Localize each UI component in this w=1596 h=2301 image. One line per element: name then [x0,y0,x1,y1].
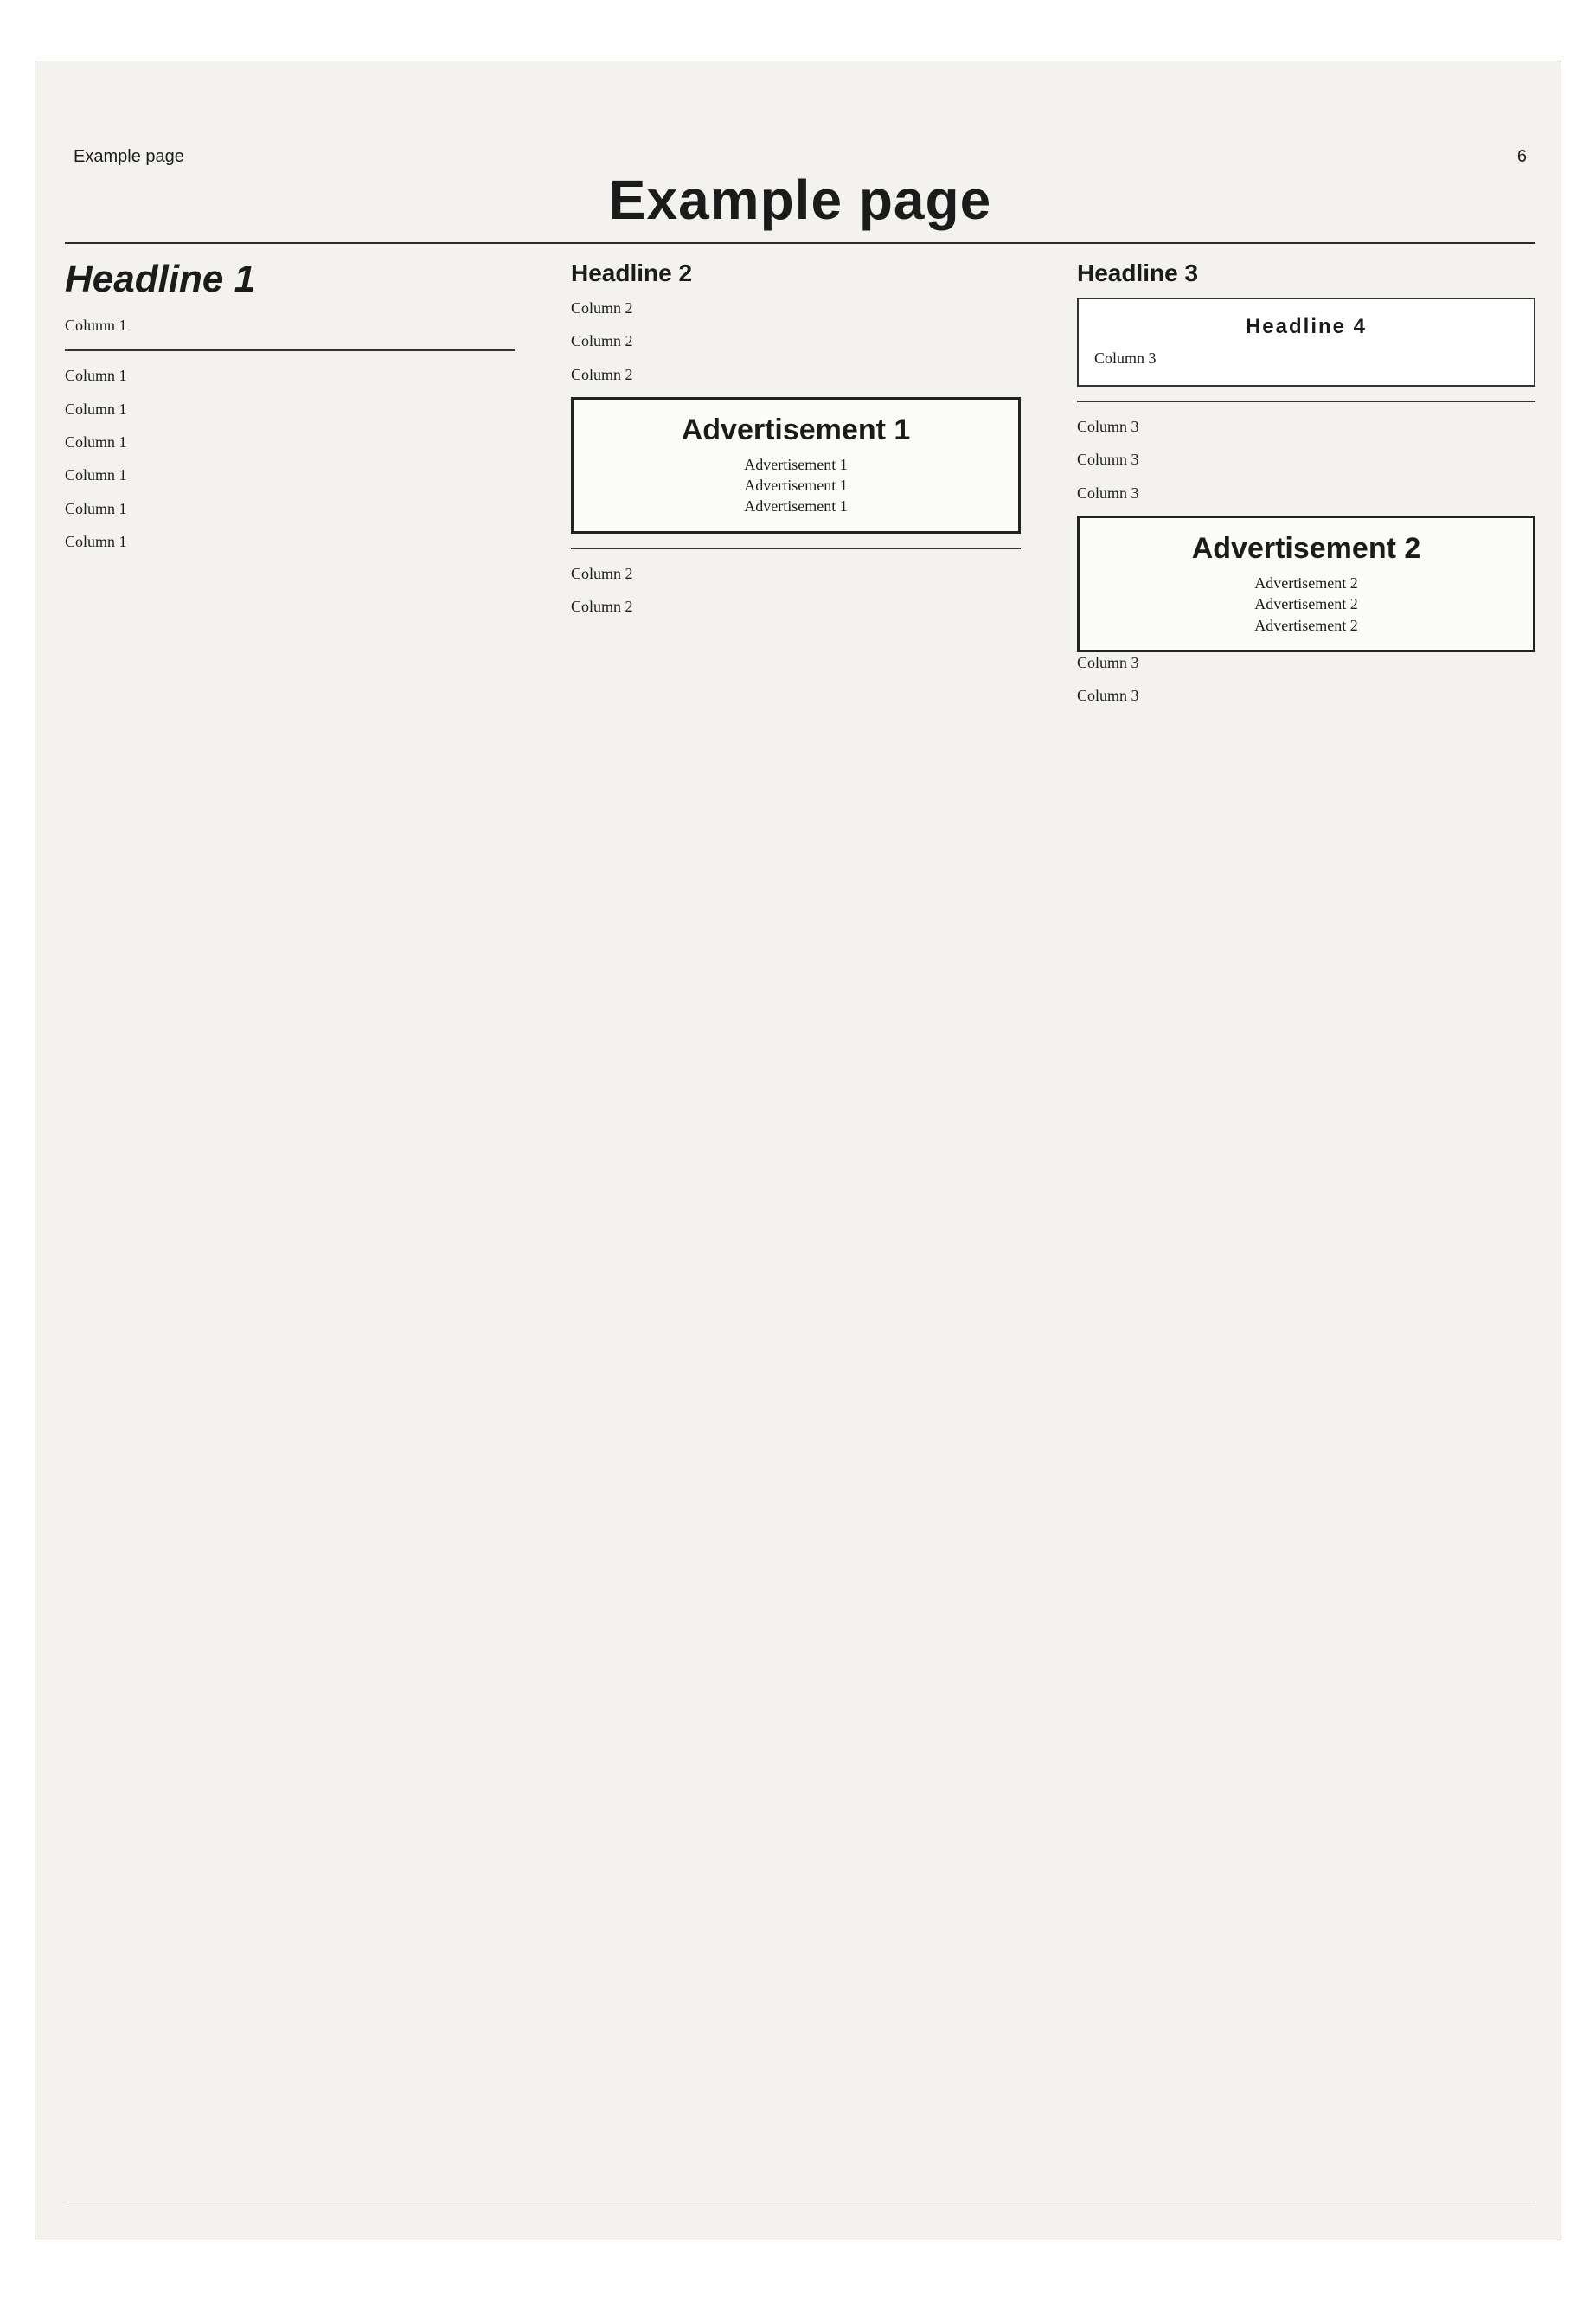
column-2 [571,260,1021,2163]
masthead [65,138,1535,244]
column-3 [1077,260,1535,2163]
intro-paragraph: Column 1 [65,317,127,335]
paragraph: Column 2 [571,332,633,350]
boxed-article [1077,298,1535,387]
masthead-right: 6 [1516,147,1527,166]
paragraph: Column 3 [1077,484,1139,502]
masthead-title: Example page [608,169,992,231]
ad-line: Advertisement 1 [744,477,848,495]
ad-title: Advertisement 1 [681,413,911,446]
boxed-title: Headline 4 [1245,315,1368,338]
divider [571,548,1021,549]
ad-line: Advertisement 2 [1254,574,1358,593]
paragraph: Column 2 [571,598,633,616]
advertisement-box [1077,516,1535,652]
paragraph: Column 1 [65,367,127,385]
main-headline: Headline 1 [65,258,256,300]
column-1 [65,260,515,2163]
paragraph: Column 2 [571,564,633,582]
section-title: Headline 3 [1077,260,1199,286]
ad-line: Advertisement 1 [744,455,848,473]
paragraph: Column 1 [65,466,127,484]
paragraph: Column 3 [1077,451,1139,469]
divider [65,349,515,351]
ad-line: Advertisement 2 [1254,616,1358,634]
paragraph: Column 2 [571,365,633,383]
paragraph: Column 1 [65,499,127,517]
paragraph: Column 3 [1077,653,1139,671]
masthead-left: Example page [74,147,184,166]
page-footer-rule [65,2202,1535,2228]
divider [1077,401,1535,402]
ad-line: Advertisement 2 [1254,595,1358,613]
section-title: Headline 2 [571,260,693,286]
ad-title: Advertisement 2 [1191,532,1421,566]
boxed-text: Column 3 [1094,349,1157,367]
advertisement-box [571,397,1021,534]
paragraph: Column 3 [1077,687,1139,705]
paragraph: Column 3 [1077,418,1139,436]
ad-line: Advertisement 1 [744,497,848,516]
paragraph: Column 1 [65,400,127,418]
paragraph: Column 2 [571,299,633,317]
paragraph: Column 1 [65,532,127,550]
paragraph: Column 1 [65,433,127,452]
